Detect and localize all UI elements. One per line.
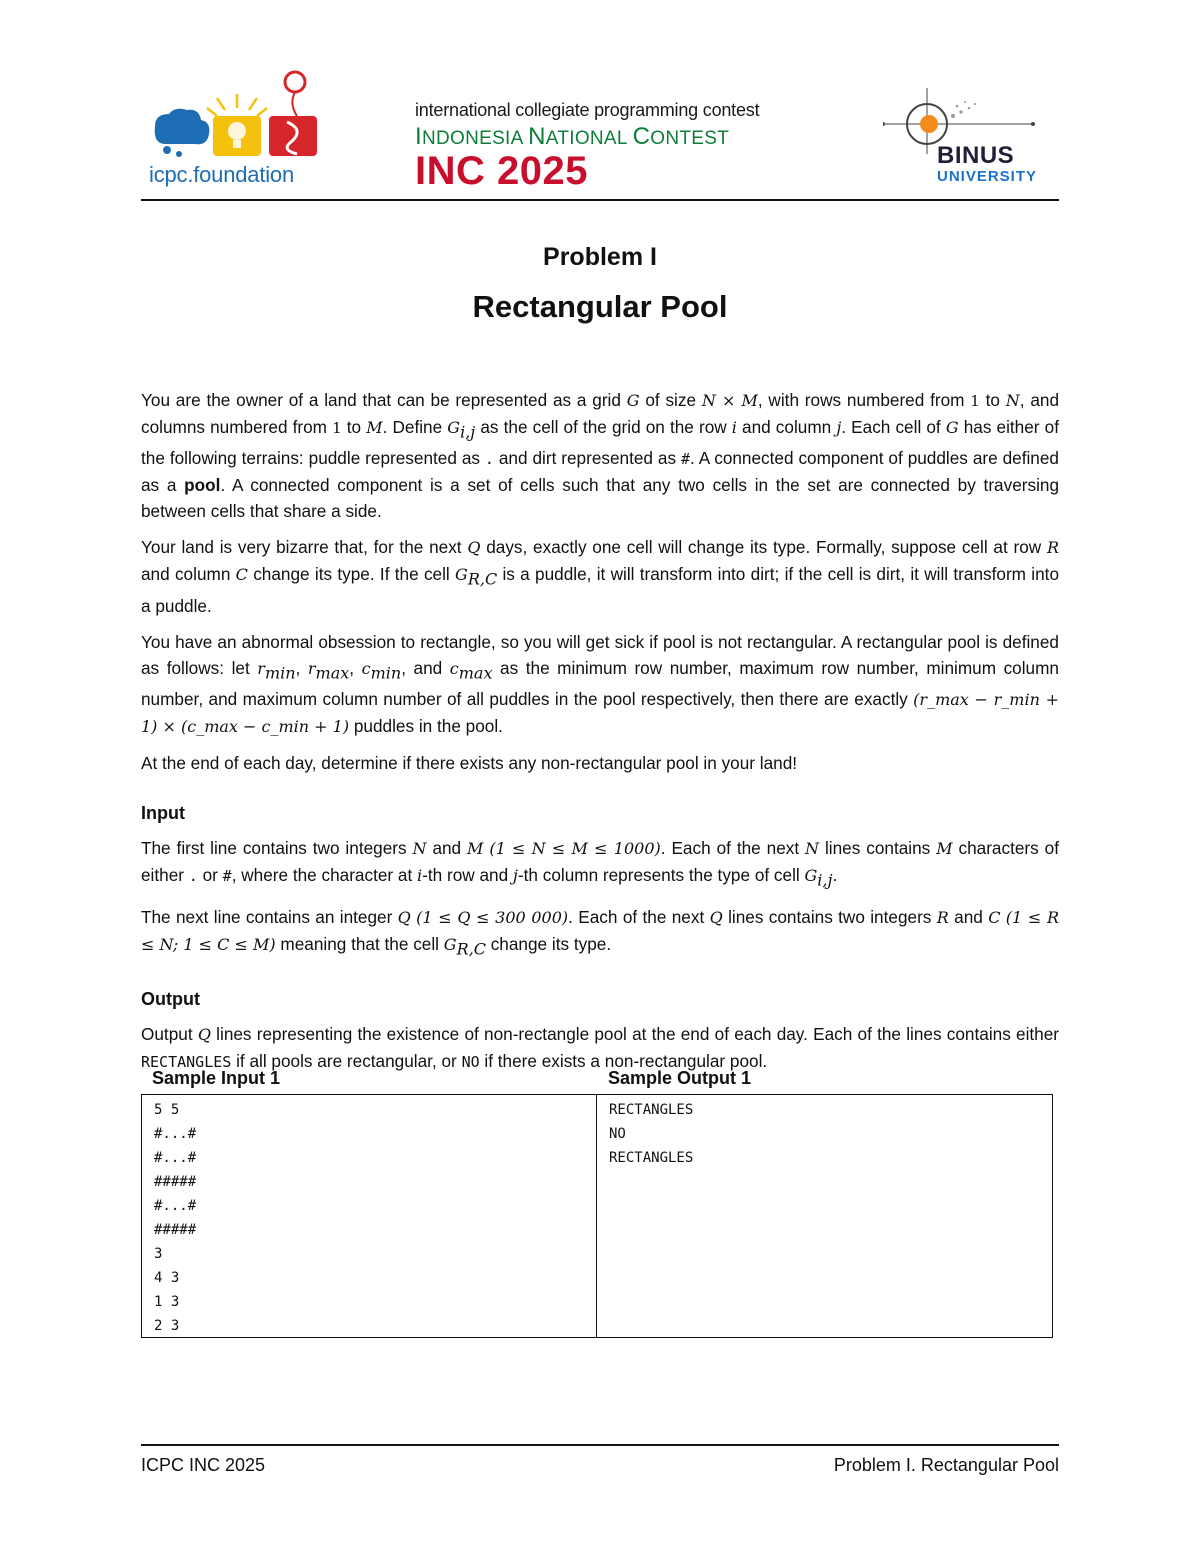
- output-heading: Output: [141, 989, 200, 1010]
- statement-paragraph-1: You are the owner of a land that can be represented as a grid G of size N × M, with rows numbered from 1 to N, and columns numbered from 1 to M. Define $G_{i,j}$ as the cell of the grid on the row i and column j. Each cell of G has either of the following terrains: puddle represented as . and dirt represented as #. A connected component of puddles are defined as a pool. A connected component is a set of cells such that any two cells in the set are connected by traversing between cells that share a side.: [141, 390, 1060, 522]
- sample-output-heading: Sample Output 1: [608, 1068, 752, 1088]
- sample-input-line: 1 3: [154, 1294, 180, 1310]
- footer-contest: ICPC INC 2025: [141, 1455, 266, 1475]
- input-paragraph-2: The next line contains an integer Q (1 ≤ Q ≤ 300 000). Each of the next Q lines contains two integers R and C (1 ≤ R ≤ N; 1 ≤ C ≤ M) meaning that the cell $G_{R,C}$ change its type.: [141, 906, 1059, 959]
- sample-input-line: 4 3: [154, 1270, 180, 1286]
- sample-input-line: #####: [154, 1174, 197, 1190]
- contest-national-title: INDONESIA NATIONAL CONTEST: [415, 123, 730, 150]
- sample-input-line: #####: [154, 1222, 197, 1238]
- input-heading: Input: [141, 803, 185, 824]
- binus-wordmark: BINUS: [937, 142, 1015, 169]
- formula: (r_max − r_min + 1) × (c_max − c_min + 1): [141, 690, 1060, 737]
- sample-input-heading: Sample Input 1: [152, 1068, 281, 1088]
- footer-problem: Problem I. Rectangular Pool: [833, 1455, 1059, 1475]
- sample-input-line: 3: [154, 1246, 163, 1262]
- sample-input-box[interactable]: [141, 1094, 597, 1338]
- sample-output-box[interactable]: [596, 1094, 1053, 1338]
- header-divider: [141, 199, 1059, 201]
- sample-input-line: #...#: [154, 1198, 197, 1214]
- contest-title-block: [415, 100, 785, 194]
- sample-output-line: RECTANGLES: [609, 1150, 694, 1166]
- contest-year-title: INC 2025: [415, 149, 588, 193]
- statement-paragraph-4: At the end of each day, determine if there exists any non-rectangular pool in your land!: [141, 753, 798, 774]
- sample-input-line: 5 5: [154, 1102, 180, 1118]
- statement-paragraph-2: Your land is very bizarre that, for the next Q days, exactly one cell will change its type. Formally, suppose cell at row R and column C change its type. If the cell $G_{R,C}$ is a puddle, it will transform into dirt; if the cell is dirt, it will transform into a puddle.: [141, 537, 1060, 616]
- sample-output-line: RECTANGLES: [609, 1102, 694, 1118]
- sample-output-line: NO: [609, 1126, 626, 1142]
- contest-subtitle: international collegiate programming contest: [415, 100, 760, 120]
- sample-input-line: 2 3: [154, 1318, 180, 1334]
- statement-paragraph-3: You have an abnormal obsession to rectangle, so you will get sick if pool is not rectangular. A rectangular pool is defined as follows: let $r_{min}$, $r_{max}$, $c_{min}$, and $c_{max}$ as the minimum row number, maximum row number, minimum column number, and maximum column number of all puddles in the pool respectively, then there are exactly (r_max − r_min + 1) × (c_max − c_min + 1) puddles in the pool.: [141, 631, 1060, 737]
- university-wordmark: UNIVERSITY: [937, 168, 1038, 185]
- footer-divider: [141, 1444, 1059, 1446]
- page-header: [141, 66, 1059, 196]
- problem-label: Problem I: [543, 243, 657, 271]
- sample-input-line: #...#: [154, 1150, 197, 1166]
- output-paragraph: Output Q lines representing the existence of non-rectangle pool at the end of each day. Each of the lines contains either RECTANGLES if all pools are rectangular, or NO if there exists a non-rectangular pool.: [141, 1024, 1060, 1072]
- input-paragraph-1: The first line contains two integers N and M (1 ≤ N ≤ M ≤ 1000). Each of the next N lines contains M characters of either . or #, where the character at i-th row and j-th column represents the type of cell $G_{i,j}$.: [141, 838, 1059, 890]
- icpc-foundation-wordmark: icpc.foundation: [149, 162, 294, 187]
- problem-title: Rectangular Pool: [472, 289, 728, 324]
- problem-statement: [141, 387, 1059, 1085]
- sample-input-line: #...#: [154, 1126, 197, 1142]
